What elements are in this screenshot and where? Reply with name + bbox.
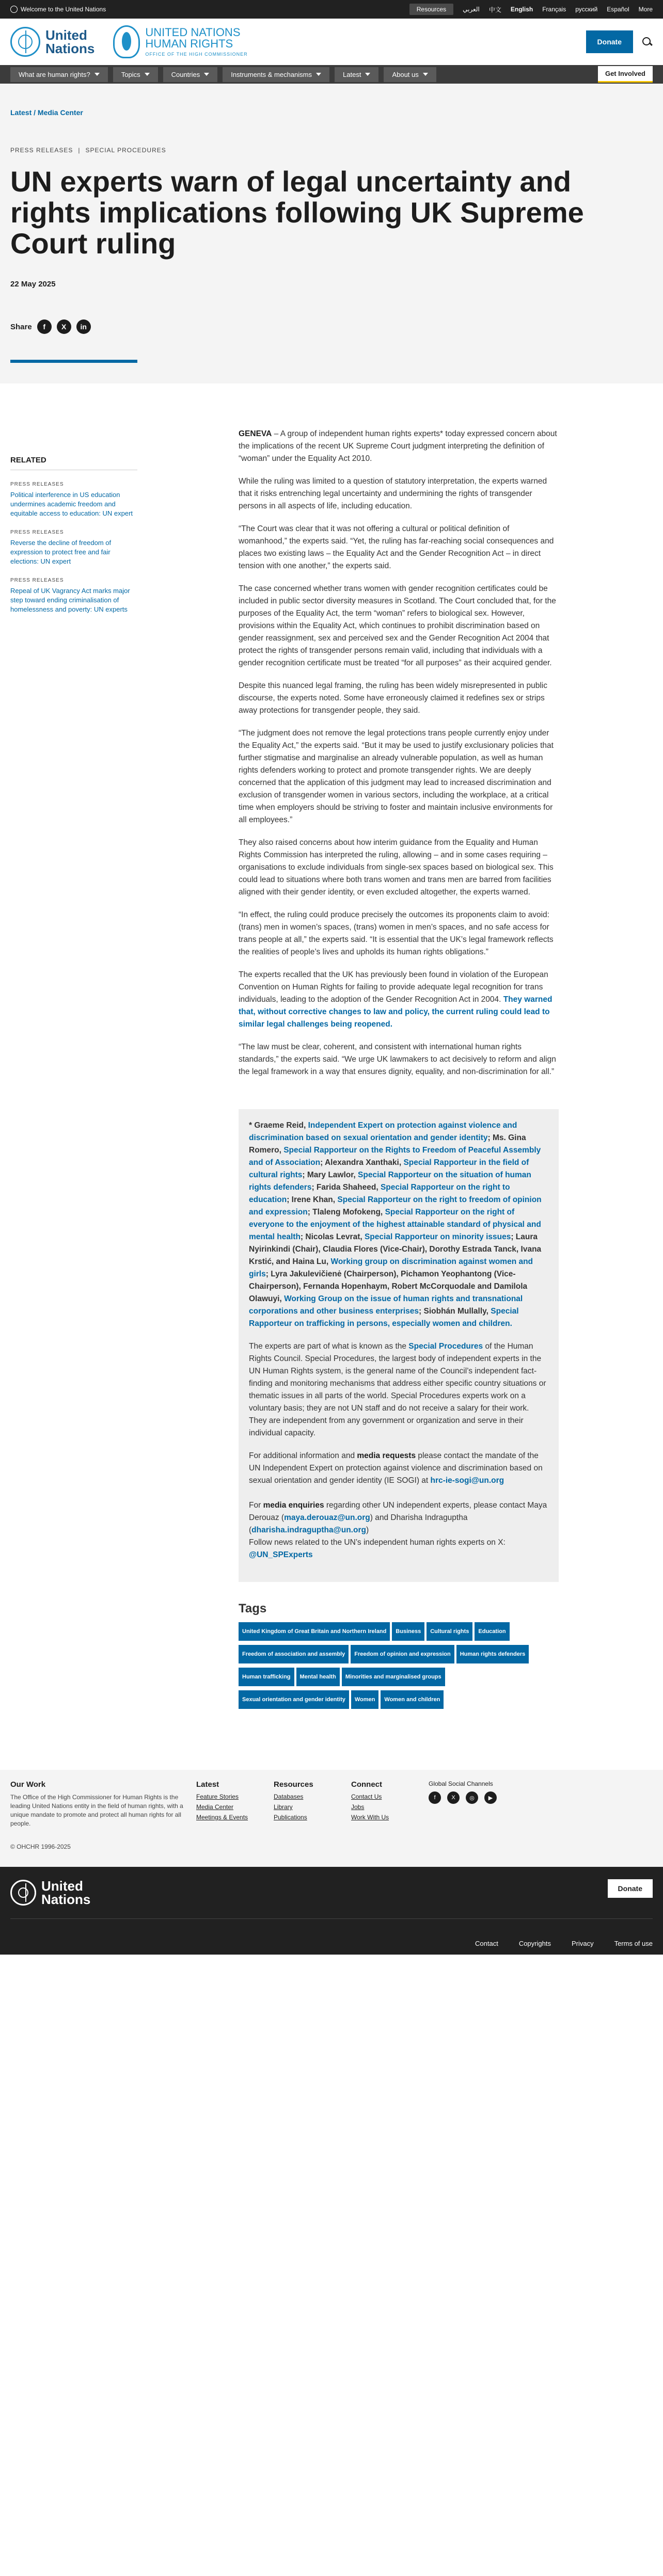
special-procedures-link[interactable]: Special Procedures — [408, 1342, 483, 1351]
un-logo[interactable]: United Nations — [10, 27, 94, 57]
tag[interactable]: Sexual orientation and gender identity — [239, 1690, 349, 1709]
lang-zh[interactable]: 中文 — [488, 6, 501, 13]
special-procedures-note: The experts are part of what is known as the Special Procedures of the Human Rights Council. Special Procedures, the largest body of independent experts in the UN Human Rights system, is the general name of the Council’s independent fact-finding and monitoring mechanisms that address either specific country situations or thematic issues in all parts of the world. Special Procedures experts work on a voluntary basis; they are not UN staff and do not receive a salary for their work. They are independent from any government or organization and serve in their individual capacity. — [249, 1342, 546, 1437]
nav-instruments[interactable]: Instruments & mechanisms — [223, 67, 329, 82]
linkedin-icon[interactable]: in — [76, 319, 91, 334]
mandate-link[interactable]: Special Rapporteur on trafficking in persons, especially women and children. — [249, 1307, 519, 1328]
experts-info-box — [239, 1109, 559, 1582]
related-link[interactable]: Political interference in US education undermines academic freedom and equitable access to education: UN expert — [10, 491, 133, 517]
mandate-link[interactable]: Special Rapporteur on minority issues — [364, 1233, 511, 1241]
footer-connect: Connect Contact Us Jobs Work With Us — [351, 1780, 429, 1851]
x-icon[interactable]: X — [57, 319, 71, 334]
donate-button[interactable]: Donate — [586, 30, 633, 53]
page-title: UN experts warn of legal uncertainty and rights implications following UK Supreme Court ruling — [10, 165, 584, 260]
tag[interactable]: Women and children — [381, 1690, 444, 1709]
email-link[interactable]: dharisha.indraguptha@un.org — [251, 1526, 366, 1534]
search-icon[interactable] — [641, 36, 653, 47]
footer-link[interactable]: Jobs — [351, 1803, 365, 1811]
nav-what-are-human-rights[interactable]: What are human rights? — [10, 67, 108, 82]
related-item: PRESS RELEASES Political interference in US education undermines academic freedom and equitable access to education: UN expert — [10, 482, 137, 518]
tag[interactable]: Mental health — [296, 1668, 340, 1686]
globe-icon — [10, 6, 18, 13]
x-icon[interactable]: X — [447, 1791, 460, 1804]
mandate-link[interactable]: Working group on discrimination against women and girls — [249, 1257, 533, 1278]
divider — [10, 1918, 653, 1919]
language-bar — [409, 4, 653, 15]
lang-ar[interactable]: العربي — [463, 6, 480, 13]
un-welcome-link[interactable]: Welcome to the United Nations — [10, 6, 106, 13]
caret-down-icon — [365, 73, 370, 76]
legal-links — [475, 1940, 653, 1947]
paragraph: Despite this nuanced legal framing, the ruling has been widely misrepresented in public discourse, the experts noted. Some have erroneously claimed it redefines sex or strips away protections for transgender people, they said. — [239, 681, 547, 715]
footer-link[interactable]: Feature Stories — [196, 1793, 239, 1800]
tag-list — [239, 1622, 559, 1713]
paragraph: GENEVA – A group of independent human rights experts* today expressed concern about the implications of the recent UK Supreme Court judgment interpreting the definition of “woman” under the Equality Act 2010. — [239, 429, 557, 463]
accent-bar — [10, 360, 137, 363]
article-body — [239, 428, 559, 1713]
ohchr-emblem-icon — [113, 25, 140, 58]
caret-down-icon — [423, 73, 428, 76]
tag[interactable]: Freedom of opinion and expression — [351, 1645, 454, 1663]
related-sidebar — [10, 456, 137, 1713]
main-nav — [0, 65, 663, 84]
un-emblem-icon — [10, 1880, 36, 1906]
lang-fr[interactable]: Français — [542, 6, 566, 13]
nav-topics[interactable]: Topics — [113, 67, 158, 82]
nav-countries[interactable]: Countries — [163, 67, 218, 82]
mandate-link[interactable]: Working Group on the issue of human rights and transnational corporations and other business enterprises — [249, 1294, 523, 1316]
footer-link[interactable]: Library — [274, 1803, 293, 1811]
footer-link[interactable]: Media Center — [196, 1803, 234, 1811]
share-bar: Share f X in — [10, 319, 653, 334]
mandate-link[interactable]: Special Rapporteur on the situation of human rights defenders — [249, 1171, 531, 1192]
paragraph: While the ruling was limited to a question of statutory interpretation, the experts warned that it risks entrenching legal uncertainty and undermining the rights of transgender persons in all aspects of life, including education. — [239, 477, 547, 510]
tag[interactable]: Minorities and marginalised groups — [342, 1668, 445, 1686]
lang-en[interactable]: English — [510, 6, 533, 13]
footer-latest: Latest Feature Stories Media Center Meetings & Events — [196, 1780, 274, 1851]
paragraph: The case concerned whether trans women with gender recognition certificates could be included in public sector diversity measures in Scotland. The Court concluded that, for the purposes of the Equality Act, the term “woman” refers to biological sex. However, provisions within the Equality Act, which continues to prohibit discrimination based on gender reassignment, sex and perceived sex and the Gender Recognition Act 2004 that protect the rights of transgender persons remain valid, including that individuals with a gender recognition certificate must be treated “for all purposes” as their acquired gender. — [239, 584, 556, 667]
mandate-link[interactable]: Special Rapporteur on the Rights to Freedom of Peaceful Assembly and of Association — [249, 1146, 541, 1167]
our-work: Our Work The Office of the High Commissioner for Human Rights is the leading United Nations entity in the field of human rights, with a unique mandate to promote and protect all human rights for all people. © OHCHR 1996-2025 — [10, 1780, 196, 1851]
contact-link[interactable]: Contact — [475, 1940, 498, 1947]
instagram-icon[interactable]: ◎ — [466, 1791, 478, 1804]
lang-ru[interactable]: русский — [575, 6, 598, 13]
breadcrumb-latest[interactable]: Latest — [10, 108, 32, 117]
breadcrumb: Latest / Media Center — [10, 108, 83, 117]
contact-info: For additional information and media requests please contact the mandate of the UN Independent Expert on protection against violence and discrimination based on sexual orientation and gender identity (IE SOGI) at hrc-ie-sogi@un.org For media enquiries regarding other UN independent experts, please contact Maya Derouaz (maya.derouaz@un.org) and Dharisha Indraguptha (dharisha.indraguptha@un.org) Follow news related to the UN’s independent human rights experts on X: @UN_SPExperts — [249, 1451, 547, 1559]
footer-links — [0, 1770, 663, 1867]
footer-resources: Resources Databases Library Publications — [274, 1780, 351, 1851]
caret-down-icon — [94, 73, 100, 76]
paragraph: “In effect, the ruling could produce precisely the outcomes its proponents claim to avoid: (trans) men in women’s spaces, (trans) women in men’s spaces, and no safe access for trans people at all,” the experts said. “It is essential that the UK’s legal framework reflects the realities of people’s lives and upholds its human rights obligations.” — [239, 910, 554, 956]
experts-list: * Graeme Reid, Independent Expert on protection against violence and discrimination based on sexual orientation and gender identity; Ms. Gina Romero, Special Rapporteur on the Rights to Freedom of Peaceful Assembly and of Association; Alexandra Xanthaki, Special Rapporteur in the field of cultural rights; Mary Lawlor, Special Rapporteur on the situation of human rights defenders; Farida Shaheed, Special Rapporteur on the right to education; Irene Khan, Special Rapporteur on the right to freedom of opinion and expression; Tlaleng Mofokeng, Special Rapporteur on the right of everyone to the enjoyment of the highest attainable standard of physical and mental health; Nicolas Levrat, Special Rapporteur on minority issues; Laura Nyirinkindi (Chair), Claudia Flores (Vice-Chair), Dorothy Estrada Tanck, Ivana Krstić, and Haina Lu, Working group on discrimination against women and girls; Lyra Jakulevičienė (Chairperson), Pichamon Yeophantong (Vice-Chairperson), Fernanda Hopenhaym, Robert McCorquodale and Damilola Olawuyi, Working Group on the issue of human rights and transnational corporations and other business enterprises; Siobhán Mullally, Special Rapporteur on trafficking in persons, especially women and children. — [249, 1121, 542, 1328]
tag[interactable]: Education — [475, 1622, 509, 1641]
breadcrumb-media-center[interactable]: Media Center — [37, 108, 83, 117]
un-logo[interactable]: United Nations — [10, 1879, 653, 1906]
social-channels: Global Social Channels f X ◎ ▶ — [429, 1780, 497, 1851]
top-bar — [0, 0, 663, 19]
related-link[interactable]: Repeal of UK Vagrancy Act marks major step toward ending criminalisation of homelessness and poverty: UN experts — [10, 587, 130, 613]
facebook-icon[interactable]: f — [37, 319, 52, 334]
main-content — [0, 383, 663, 1713]
footer-donate-button[interactable]: Donate — [608, 1879, 653, 1898]
resources-dropdown[interactable]: Resources — [409, 4, 453, 15]
site-header — [0, 19, 663, 65]
nav-latest[interactable]: Latest — [335, 67, 378, 82]
site-footer — [0, 1867, 663, 1955]
mandate-link[interactable]: Special Rapporteur on the right to education — [249, 1183, 510, 1204]
paragraph: “The law must be clear, coherent, and consistent with international human rights standards,” the experts said. “We urge UK lawmakers to act decisively to reform and align the legal framework in a way that ensures dignity, equality, and non-discrimination for all.” — [239, 1043, 556, 1076]
copyright: © OHCHR 1996-2025 — [10, 1843, 71, 1850]
related-item: PRESS RELEASES Repeal of UK Vagrancy Act marks major step toward ending criminalisation of homelessness and poverty: UN experts — [10, 578, 137, 614]
paragraph: “The Court was clear that it was not offering a cultural or political definition of womanhood,” the experts said. “Yet, the ruling has far-reaching social consequences and places two existing laws – the Equality Act and the Gender Recognition Act – in direct tension with one another,” the experts said. — [239, 524, 554, 570]
tags-heading: Tags — [239, 1602, 267, 1615]
highlighted-text: They warned that, without corrective changes to law and policy, the current ruling could lead to similar legal challenges being reopened. — [239, 995, 552, 1029]
mandate-link[interactable]: Special Rapporteur in the field of cultural rights — [249, 1158, 529, 1179]
mandate-link[interactable]: Special Rapporteur on the right of everyone to the enjoyment of the highest attainable standard of physical and mental health — [249, 1208, 541, 1241]
caret-down-icon — [204, 73, 209, 76]
paragraph: “The judgment does not remove the legal protections trans people currently enjoy under the Equality Act,” the experts said. “But it may be used to justify exclusionary policies that further stigmatise and marginalise an already vulnerable population, as well as human rights defenders working to protect and promote transgender rights. We are deeply concerned that the application of this judgment may lead to increased discrimination and exclusion of transgender women in various sectors, including the workplace, at a critical time when employers should be striving to foster and maintain inclusive environments for all employees.” — [239, 729, 554, 824]
un-emblem-icon — [10, 27, 40, 57]
paragraph: The experts recalled that the UK has previously been found in violation of the European Convention on Human Rights for failing to provide adequate legal recognition for trans individuals, leading to the adoption of the Gender Recognition Act in 2004. They warned that, without corrective changes to law and policy, the current ruling could lead to similar legal challenges being reopened. — [239, 970, 552, 1029]
caret-down-icon — [316, 73, 321, 76]
tags-section — [239, 1603, 559, 1713]
ohchr-logo[interactable]: UNITED NATIONS HUMAN RIGHTS OFFICE OF THE HIGH COMMISSIONER — [113, 25, 247, 58]
caret-down-icon — [145, 73, 150, 76]
lang-es[interactable]: Español — [607, 6, 629, 13]
mandate-link[interactable]: Independent Expert on protection against violence and discrimination based on sexual orientation and gender identity — [249, 1121, 517, 1142]
tag[interactable]: Human trafficking — [239, 1668, 294, 1686]
tag[interactable]: Cultural rights — [427, 1622, 472, 1641]
footer-link[interactable]: Publications — [274, 1814, 307, 1821]
related-link[interactable]: Reverse the decline of freedom of expression to protect free and fair elections: UN expert — [10, 539, 112, 565]
facebook-icon[interactable]: f — [429, 1791, 441, 1804]
privacy-link[interactable]: Privacy — [571, 1940, 594, 1947]
youtube-icon[interactable]: ▶ — [484, 1791, 497, 1804]
footer-link[interactable]: Contact Us — [351, 1793, 382, 1800]
tag[interactable]: United Kingdom of Great Britain and Northern Ireland — [239, 1622, 390, 1641]
mandate-link[interactable]: Special Rapporteur on the right to freedom of opinion and expression — [249, 1195, 542, 1217]
nav-about-us[interactable]: About us — [384, 67, 436, 82]
related-heading: RELATED — [10, 456, 137, 470]
publish-date: 22 May 2025 — [10, 280, 56, 289]
get-involved-button[interactable]: Get Involved — [598, 66, 653, 83]
terms-link[interactable]: Terms of use — [614, 1940, 653, 1947]
footer-link[interactable]: Databases — [274, 1793, 304, 1800]
footer-link[interactable]: Work With Us — [351, 1814, 389, 1821]
paragraph: They also raised concerns about how interim guidance from the Equality and Human Rights Commission has interpreted the ruling, allowing – and in some cases requiring – organisations to exclude individuals from single-sex spaces based on biological sex. This could lead to situations where both trans women and trans men are barred from facilities aligned with their gender identity, or even excluded altogether, the experts warned. — [239, 838, 554, 897]
article-hero — [0, 84, 663, 383]
tag[interactable]: Women — [351, 1690, 379, 1709]
tag[interactable]: Freedom of association and assembly — [239, 1645, 349, 1663]
tag[interactable]: Human rights defenders — [456, 1645, 529, 1663]
related-item: PRESS RELEASES Reverse the decline of freedom of expression to protect free and fair elections: UN expert — [10, 530, 137, 566]
tag[interactable]: Business — [392, 1622, 424, 1641]
article-labels: PRESS RELEASES | SPECIAL PROCEDURES — [10, 147, 166, 154]
x-handle-link[interactable]: @UN_SPExperts — [249, 1550, 313, 1559]
email-link[interactable]: hrc-ie-sogi@un.org — [430, 1476, 504, 1485]
footer-link[interactable]: Meetings & Events — [196, 1814, 248, 1821]
copyrights-link[interactable]: Copyrights — [518, 1940, 551, 1947]
email-link[interactable]: maya.derouaz@un.org — [284, 1513, 370, 1522]
lang-more[interactable]: More — [638, 6, 653, 13]
